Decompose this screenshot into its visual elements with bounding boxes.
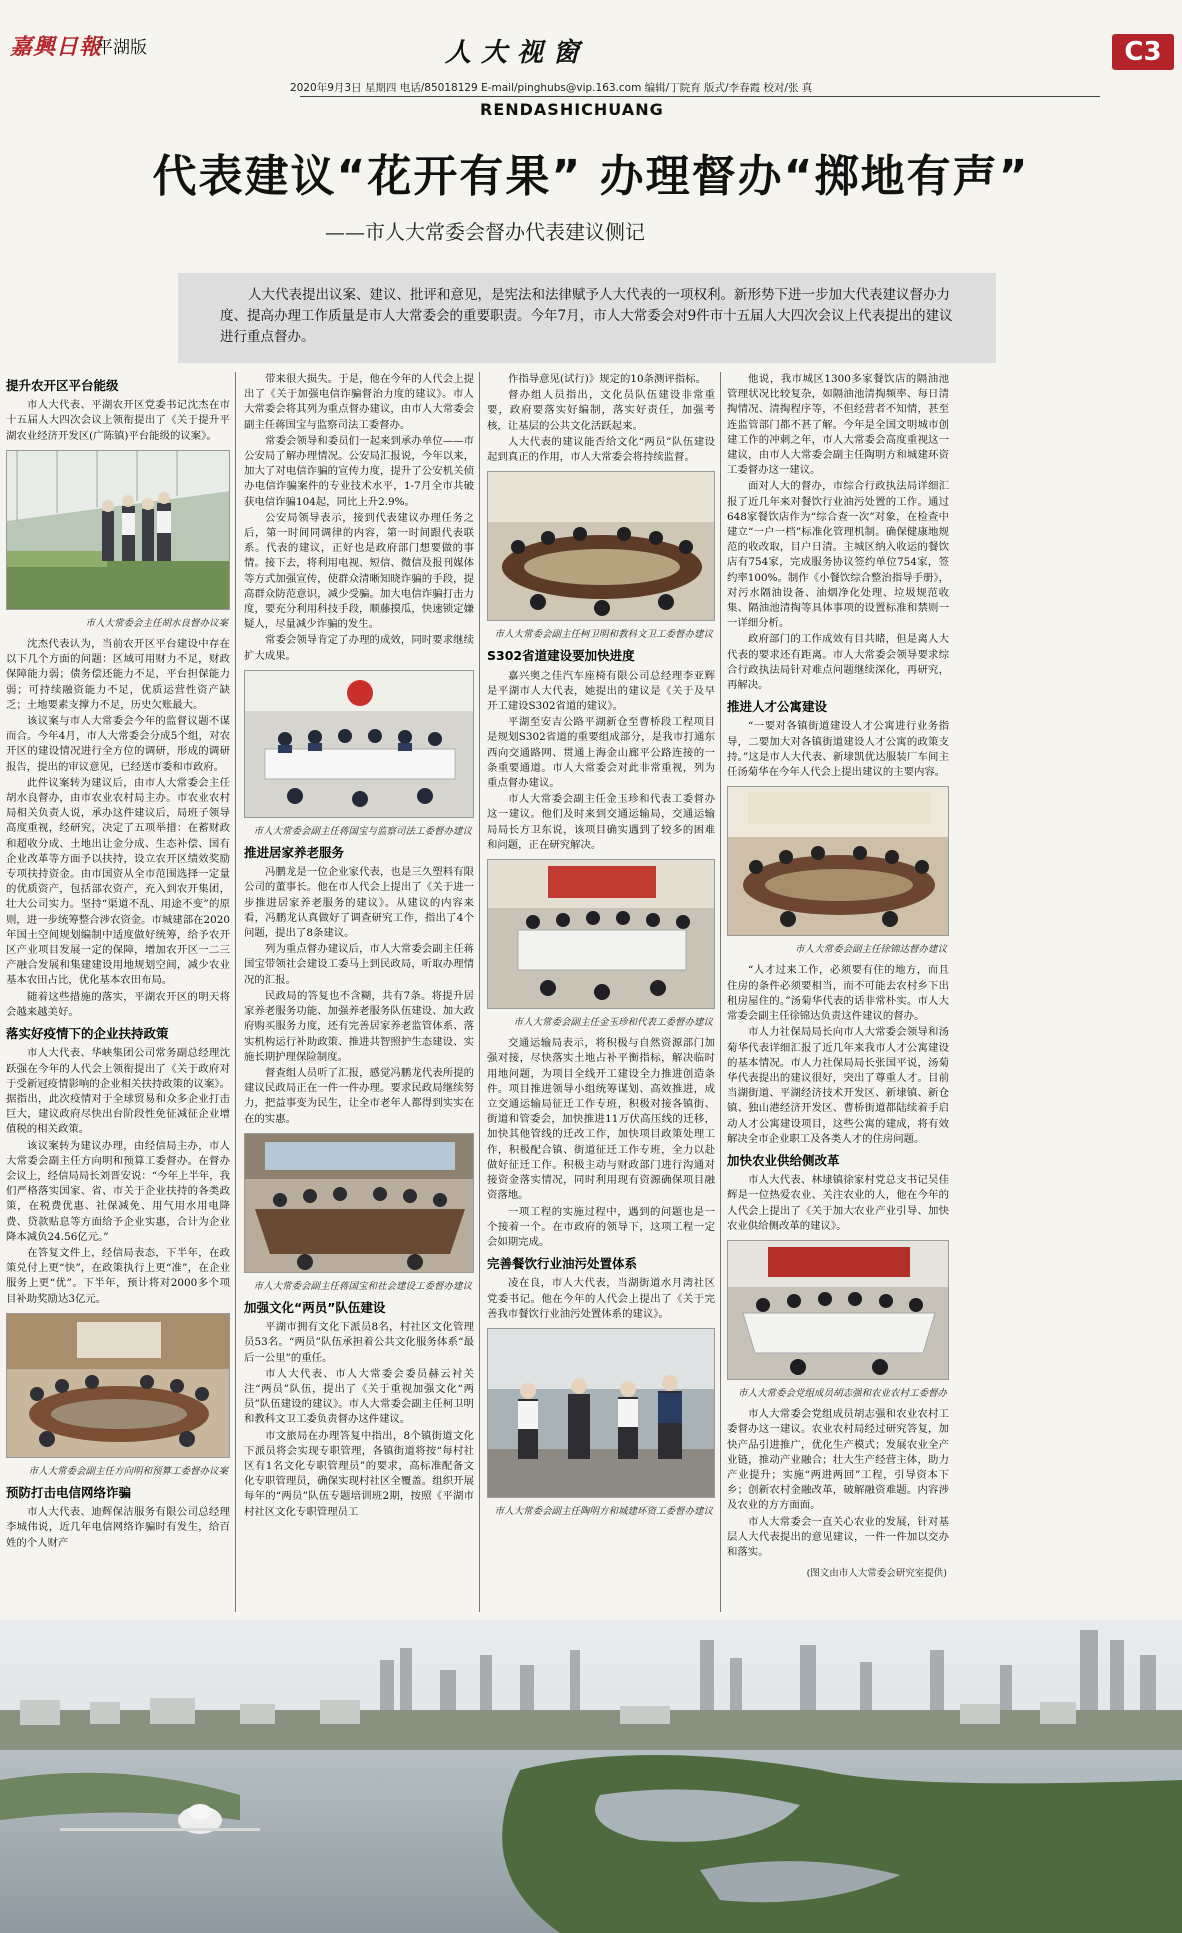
- paragraph: 平湖市拥有文化下派员8名，村社区文化管理员53名。“两员”队伍承担着公共文化服务体系“最后一公里”的重任。: [244, 1321, 474, 1364]
- section-heading: S302省道建设要加快进度: [487, 648, 635, 664]
- photo-talent-apartment-meeting: [727, 786, 949, 936]
- paragraph: 在答复文件上，经信局表态，下半年，在政策兑付上更“快”，在政策执行上更“准”，在企业服务上更“优”。下半年，预计将对2000多个项目补助奖励达3亿元。: [6, 1246, 230, 1305]
- photo-site-inspection: [487, 1328, 715, 1498]
- section-heading: 提升农开区平台能级: [6, 378, 119, 393]
- column-4-text: [727, 372, 949, 1581]
- paragraph: 市人大代表、平湖农开区党委书记沈杰在市十五届人大四次会议上领衔提出了《关于提升平湖农业经济开发区(广陈镇)平台能级的议案》。: [6, 399, 230, 442]
- paragraph: 交通运输局表示，将积极与自然资源部门加强对接，尽快落实土地占补平衡指标，解决临时用地问题，为项目全线开工建设全力推进创造条件。项目推进领导小组统筹谋划、高效推进，成立交通运输局征迁工作专班，积极对接各镇街、街道和管委会，加快推进11万伏高压线的迁移，加快其他管线的迁改工作，加快项目政策处理工作，积极配合镇、街道征迁工作专班，全力以赴做好征迁工作。积极主动与财政部门进行沟通对接资金落实情况，同时利用现有资源确保项目融资落地。: [487, 1037, 715, 1202]
- section-heading: 推进居家养老服务: [244, 845, 345, 861]
- paragraph: 此件议案转为建议后，由市人大常委会主任胡水良督办，由市农业农村局主办。市农业农村局相关负责人说，承办这件建议后，局班子领导高度重视，经研究，决定了五项举措：在蓄财政和超收分成、土地出让金分成、生态补偿、国有企业改革等方面予以扶持，设立农开区绩效奖励专项扶持资金。由市国资从全市范围选择一定量的优质资产，包括部农资产，充入到农开集团，壮大公司实力。坚持“渠道不乱、用途不变”的原则，进一步统筹整合涉农资金。市城建部在2020年国土空间规划编制中适度做好统筹，给予农开区产业项目发展一定的保障，增加农开区一二三产融合发展和集建建设用地规划空间，减少农业基本农田占比，优化基本农田布局。: [6, 776, 230, 987]
- paragraph: “一要对各镇街道建设人才公寓进行业务指导，二要加大对各镇街道建设人才公寓的政策支持。”这是市人大代表、新埭凯优达服装厂车间主任汤菊华在今年人代会上提出建议的主要内容。: [727, 720, 949, 779]
- photo-agriculture-meeting: [727, 1240, 949, 1380]
- paragraph: 作指导意见(试行)》规定的10条测评指标。: [508, 373, 706, 385]
- photo-caption: 市人大常委会副主任金玉珍和代表工委督办建议: [513, 1017, 713, 1029]
- masthead: [0, 0, 1182, 119]
- photo-greenhouse: [6, 450, 230, 610]
- photo-caption: 市人大常委会副主任徐锦达督办建议: [794, 944, 947, 956]
- paragraph: 冯鹏龙是一位企业家代表，也是三久塑料有限公司的董事长。他在市人代会上提出了《关于进一步推进居家养老服务的建议》。从建议的内容来看，冯鹏龙认真做好了调查研究工作，指出了4个问题，提出了8条建议。: [244, 866, 474, 940]
- paragraph: 市人大代表、迪辉保洁服务有限公司总经理李城伟说，近几年电信网络诈骗时有发生，给百姓的个人财产: [6, 1506, 230, 1549]
- paragraph: 市文旅局在办理答复中指出，8个镇街道文化下派员将会实现专职管理，各镇街道将按“每村社区有1名文化专职管理员”的要求，高标准配备文化专职管理员，确保实现村社区全覆盖。组织开展每年的“两员”队伍专题培训班2期，按照《平湖市村社区文化专职管理员工: [244, 1429, 474, 1518]
- paper-name: 嘉興日報: [10, 34, 103, 60]
- paragraph: 平湖至安吉公路平湖新仓至曹桥段工程项目是规划S302省道的重要组成部分，是我市打通东西向交通路网、贯通上海金山廊平公路连接的一条重要通道。市人大常委会对此非常重视，列为重点督办建议。: [487, 716, 715, 790]
- section-heading: 加强文化“两员”队伍建设: [244, 1299, 386, 1315]
- page-subtitle: ——市人大常委会督办代表建议侧记: [325, 220, 645, 244]
- paragraph: 该议案与市人大常委会今年的监督议题不谋而合。今年4月，市人大常委会分成5个组，对农开区的建设情况进行全方位的调研，形成的调研报告，提出的审议意见，已经送市委和市政府。: [6, 715, 230, 773]
- photo-police-meeting: [244, 670, 474, 818]
- paragraph: 常委会领导和委员们一起来到承办单位——市公安局了解办理情况。公安局汇报说，今年以来，加大了对电信诈骗的宣传力度，提升了公安机关侦办电信诈骗案件的专业技术水平，1-7月全市共破获电信诈骗104起，同比上升2.9%。: [244, 434, 474, 508]
- column-name: 人大视窗: [445, 38, 590, 68]
- paragraph: 民政局的答复也不含糊，共有7条。将提升居家养老服务功能、加强养老服务队伍建设、加大政府购买服务力度，还有完善居家养老监管体系、落实机构运行补助政策、推进共智照护生态建设、实施长期护理保险制度。: [244, 989, 474, 1063]
- photo-credit: (图文由市人大常委会研究室提供): [806, 1568, 947, 1580]
- paragraph: 列为重点督办建议后，市人大常委会副主任蒋国宝带领社会建设工委马上到民政局，听取办理情况的汇报。: [244, 943, 474, 986]
- photo-caption: 市人大常委会副主任陶明方和城建环资工委督办建议: [494, 1505, 713, 1517]
- paragraph: 督查组人员听了汇报，感觉冯鹏龙代表所提的建议民政局正在一件一件办理。要求民政局继续努力，把益事变为民生，让全市老年人都得到实实在在的实惠。: [244, 1066, 474, 1125]
- column-logo: [445, 18, 745, 78]
- column-pinyin: RENDASHICHUANG: [480, 100, 664, 119]
- paragraph: 市人大常委会一直关心农业的发展，针对基层人大代表提出的意见建议，一件一件加以交办和落实。: [727, 1515, 949, 1558]
- paragraph: 市人大常委会党组成员胡志强和农业农村工委督办这一建议。农业农村局经过研究答复，加快产品引进推广，优化生产模式；发展农业全产业链，推动产业融合；壮大生产经营主体，助力产业提升；实施“两进两回”工程，引导资本下乡；创新农村金融改革，破解融资难题。内容涉及农业的方方面面。: [727, 1408, 949, 1512]
- header-rule: [300, 96, 1100, 97]
- paragraph: “人才过来工作，必须要有住的地方，而且住房的条件必须要相当，而不可能去农村乡下出租房屋住的。”汤菊华代表的话非常朴实。市人大常委会副主任徐锦达负责这件建议的督办。: [727, 964, 949, 1023]
- section-heading: 推进人才公寓建设: [727, 699, 828, 715]
- photo-meeting-room: [6, 1313, 230, 1458]
- photo-caption: 市人大常委会副主任蒋国宝与监察司法工委督办建议: [253, 825, 472, 837]
- article-column-4: [727, 372, 1175, 1617]
- section-heading: 预防打击电信网络诈骗: [6, 1484, 132, 1500]
- paragraph: 政府部门的工作成效有目共睹，但是离人大代表的要求还有距离。市人大常委会领导要求综合行政执法局针对难点问题继续深化，再研究，再解决。: [727, 633, 949, 692]
- lead-paragraph: 人大代表提出议案、建议、批评和意见，是宪法和法律赋予人大代表的一项权利。新形势下进一步加大代表建议督办力度、提高办理工作质量是市人大常委会的重要职责。今年7月，市人大常委会对9件市十五届人大四次会议上代表提出的建议进行重点督办。: [178, 273, 996, 363]
- paragraph: 嘉兴奥之佳汽车座椅有限公司总经理李亚辉是平湖市人大代表，她提出的建议是《关于及早开工建设S302省道的建议》。: [487, 669, 715, 713]
- column-divider: [479, 372, 480, 1612]
- paragraph: 市人力社保局局长向市人大常委会领导和汤菊华代表详细汇报了近几年来我市人才公寓建设的基本情况。市人力社保局局长张国平说，汤菊华代表提出的建议很好，突出了尊重人才。目前当湖街道、平湖经济技术开发区、新埭镇、新仓镇、独山港经济开发区、曹桥街道都陆续着手启动人才公寓建设项目，这些公寓的建成，将有效解决全市企业职工及各类人才的住房问题。: [727, 1026, 949, 1145]
- paragraph: 沈杰代表认为，当前农开区平台建设中存在以下几个方面的问题：区域可用财力不足，财政保障能力弱；债务偿还能力不足，平台担保能力弱；可持续融资能力不足，优质运营性资产缺乏；土地要素支撑力不足，历史欠账最大。: [6, 638, 230, 711]
- column-divider: [235, 372, 236, 1612]
- article-column-1: [6, 372, 230, 1617]
- photo-caption: 市人大常委会党组成员胡志强和农业农村工委督办: [737, 1387, 947, 1399]
- paragraph: 随着这些措施的落实，平湖农开区的明天将会越来越美好。: [6, 990, 230, 1018]
- paragraph: 一项工程的实施过程中，遇到的问题也是一个接着一个。在市政府的领导下，这项工程一定会如期完成。: [487, 1205, 715, 1248]
- article-column-3: [487, 372, 715, 1617]
- info-line: 2020年9月3日 星期四 电话/85018129 E-mail/pinghubs@vip.163.com 编辑/丁院育 版式/李春霞 校对/张 真: [290, 82, 813, 94]
- paragraph: 市人大常委会副主任金玉珍和代表工委督办这一建议。他们及时来到交通运输局，交通运输局局长方卫东说，该项目确实遇到了较多的困难和问题，正在研究解决。: [487, 793, 715, 851]
- city-panorama-photo: [0, 1620, 1182, 1933]
- section-heading: 加快农业供给侧改革: [727, 1152, 840, 1168]
- photo-caption: 市人大常委会主任胡水良督办议案: [85, 617, 228, 629]
- photo-civil-affairs-meeting: [244, 1133, 474, 1273]
- paragraph: 督办组人员指出，文化员队伍建设非常重要，政府要落实好编制，落实好责任，加强考核，让基层的公共文化活跃起来。: [487, 389, 715, 432]
- paragraph: 公安局领导表示，接到代表建议办理任务之后，第一时间同调律的内容，第一时间跟代表联系。代表的建议，正好也是政府部门想要做的事情。接下去，将利用电视、短信、微信及报刊媒体等方式加强宣传，使群众清晰知晓诈骗的手段，提高群众防范意识，减少受骗。加大电信诈骗打击力度，要充分利用科技手段，顺藤摸瓜，快速锁定嫌疑人，尽量减少诈骗的发生。: [244, 511, 474, 631]
- section-heading: 落实好疫情下的企业扶持政策: [6, 1026, 169, 1042]
- paragraph: 人大代表的建议能否给文化“两员”队伍建设起到真正的作用，市人大常委会将持续监督。: [487, 435, 715, 464]
- photo-caption: 市人大常委会副主任柯卫明和教科文卫工委督办建议: [494, 629, 713, 641]
- paragraph: 市人大代表、华峡集团公司常务副总经理沈跃强在今年的人代会上领衔提出了《关于政府对于受新冠疫情影响的企业相关扶持政策的议案》。据指出，此次疫情对于全球贸易和众多企业打击巨大，建议政府尽快出台阶段性免征减征企业增值税的相关政策。: [6, 1047, 230, 1136]
- photo-caption: 市人大常委会副主任蒋国宝和社会建设工委督办建议: [253, 1280, 472, 1292]
- article-column-2: [244, 372, 474, 1617]
- photo-transport-meeting: [487, 859, 715, 1009]
- photo-culture-meeting: [487, 471, 715, 621]
- photo-caption: 市人大常委会副主任方向明和预算工委督办议案: [28, 1465, 228, 1477]
- paragraph: 该议案转为建议办理，由经信局主办，市人大常委会副主任方向明和预算工委督办。在督办会议上，经信局局长刘晋安说：“今年上半年，我们严格落实国家、省、市关于企业扶持的各类政策，在税费优惠、社保减免、用气用水用电降费、贷款贴息等方面给予企业实惠，合计为企业降本减负24.56亿元。”: [6, 1139, 230, 1243]
- paragraph: 他说，我市城区1300多家餐饮店的隔油池管理状况比较复杂，如隔油池清掏频率、每日清掏情况、清掏程序等，不但经营者不知情，甚至连监管部门都不甚了解。今年是全国文明城市创建工作的冲刺之年，市人大常委会高度重视这一建议，由市人大常委会副主任陶明方和城建环资工委督办这一建议。: [727, 373, 949, 477]
- paragraph: 面对人大的督办，市综合行政执法局详细汇报了近几年来对餐饮行业油污处置的工作。通过648家餐饮店作为“综合查一次”对象，在检查中建立“一户一档”标准化管理机制。确保健康地规范的收改取，目户日清。主城区纳入收运的餐饮店有754家，完成服务协议签约单位754家，签约率100%。制作《小餐饮综合整治指导手册》，对污水隔油设备、油烟净化处理、垃圾规范收集、隔油池清掏等具体事项的设置标准和禁则一一详细分析。: [727, 480, 949, 630]
- paragraph: 市人大代表、市人大常委会委员赫云衬关注“两员”队伍，提出了《关于重视加强文化“两员”队伍建设的建议》。市人大常委会副主任柯卫明和教科文卫工委负责督办这件建议。: [244, 1367, 474, 1426]
- column-divider: [720, 372, 721, 1612]
- paragraph: 凌在良，市人大代表，当湖街道水月湾社区党委书记。他在今年的人代会上提出了《关于完善我市餐饮行业油污处置体系的建议》。: [487, 1277, 715, 1320]
- paragraph: 市人大代表、林埭镇徐家村党总支书记吴佳辉是一位热爱农业、关注农业的人，他在今年的人代会上提出了《关于加大农业产业引导、加快农业供给侧改革的建议》。: [727, 1174, 949, 1232]
- page-title: 代表建议“花开有果” 办理督办“掷地有声”: [152, 151, 1030, 202]
- paragraph: 带来很大损失。于是，他在今年的人代会上提出了《关于加强电信诈骗督治力度的建议》。市人大常委会将其列为重点督办建议，由市人大常委会副主任蒋国宝与监察司法工委督办。: [244, 373, 474, 431]
- section-heading: 完善餐饮行业油污处置体系: [487, 1256, 638, 1272]
- paragraph: 常委会领导肯定了办理的成效，同时要求继续扩大成果。: [244, 634, 474, 662]
- edition-label: 平湖版: [96, 38, 147, 58]
- page-number: C3: [1112, 34, 1174, 70]
